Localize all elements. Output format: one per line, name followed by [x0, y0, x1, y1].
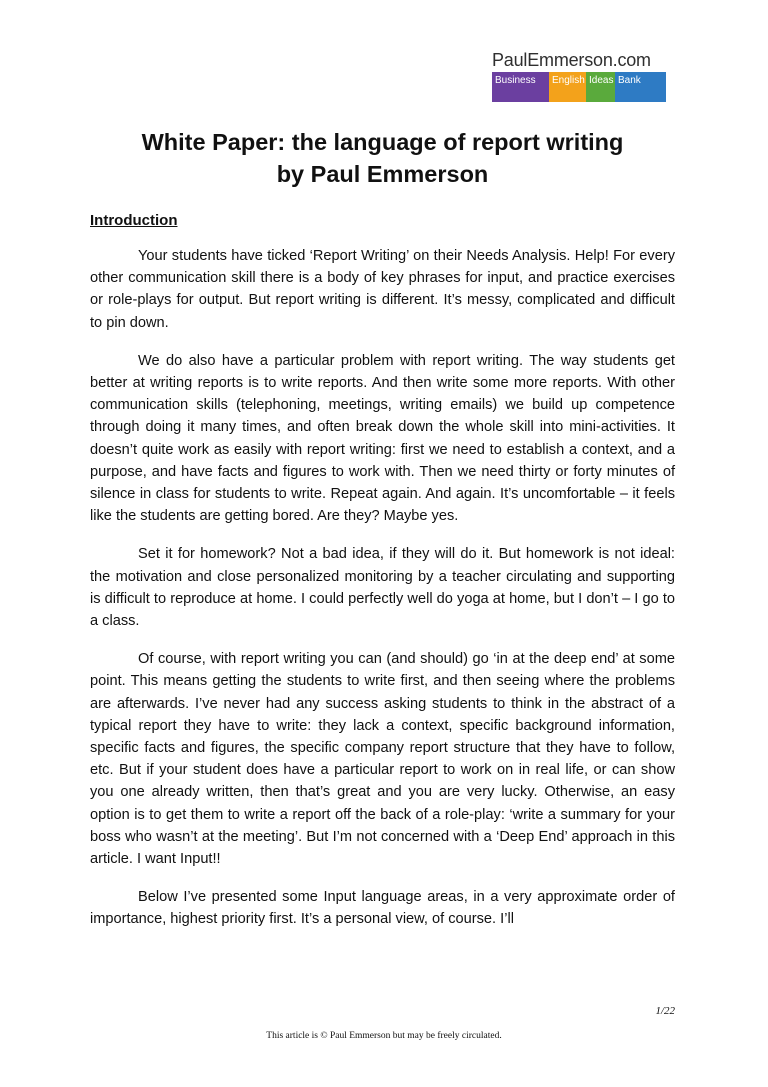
- document-title: [90, 126, 675, 190]
- title-line-1: White Paper: the language of report writing: [141, 129, 624, 155]
- paragraph: Below I’ve presented some Input language areas, in a very approximate order of importance, highest priority first. It’s a personal view, of course. I’ll: [90, 889, 675, 928]
- paragraph: We do also have a particular problem with report writing. The way students get better at writing reports is to write reports. And then write some more reports. With other communication skills (telephoning, meetings, writing emails) we build up competence through doing it many times, and often break down the whole skill into mini-activities. It doesn’t quite work as easily with report writing: first we need to establish a context, and a purpose, and have facts and figures to work with. Then we need thirty or forty minutes of silence in class for students to write. Repeat again. And again. It’s uncomfortable – it feels like the students are getting bored. Are they? Maybe yes.: [90, 352, 675, 525]
- logo-segment-ideas: Ideas: [586, 72, 615, 102]
- footer-copyright: This article is © Paul Emmerson but may be freely circulated.: [266, 1031, 502, 1041]
- document-body: [90, 209, 675, 947]
- site-logo: [492, 50, 668, 102]
- logo-banner: [492, 72, 668, 102]
- paragraph: Your students have ticked ‘Report Writing’ on their Needs Analysis. Help! For every other communication skill there is a body of key phrases for input, and practice exercises or role-plays for output. But report writing is different. It’s messy, complicated and difficult to pin down.: [90, 248, 675, 331]
- logo-segment-bank: Bank: [615, 72, 666, 102]
- paragraph: Set it for homework? Not a bad idea, if they will do it. But homework is not ideal: the motivation and close personalized monitoring by a teacher circulating and supporting is difficult to reproduce at home. I could perfectly well do yoga at home, but I don’t – I go to a class.: [90, 546, 675, 630]
- logo-title: PaulEmmerson.com: [492, 50, 651, 70]
- section-heading: Introduction: [90, 212, 178, 229]
- page-number: 1/22: [655, 1005, 675, 1017]
- logo-segment-business: Business: [492, 72, 549, 102]
- title-line-2: by Paul Emmerson: [276, 161, 489, 187]
- paragraph: Of course, with report writing you can (and should) go ‘in at the deep end’ at some point. This means getting the students to write first, and then seeing where the problems are afterwards. I’ve never had any success asking students to think in the abstract of a typical report they have to write: they lack a context, specific background information, specific facts and figures, the specific company report structure that they have to follow, etc. But if your student does have a particular report to work on in real life, or can show you one already written, then that’s great and you are very lucky. Otherwise, an easy option is to get them to write a report off the back of a role-play: ‘write a summary for your boss who wasn’t at the meeting’. But I’m not concerned with a ‘Deep End’ approach in this article. I want Input!!: [90, 651, 675, 868]
- logo-segment-english: English: [549, 72, 586, 102]
